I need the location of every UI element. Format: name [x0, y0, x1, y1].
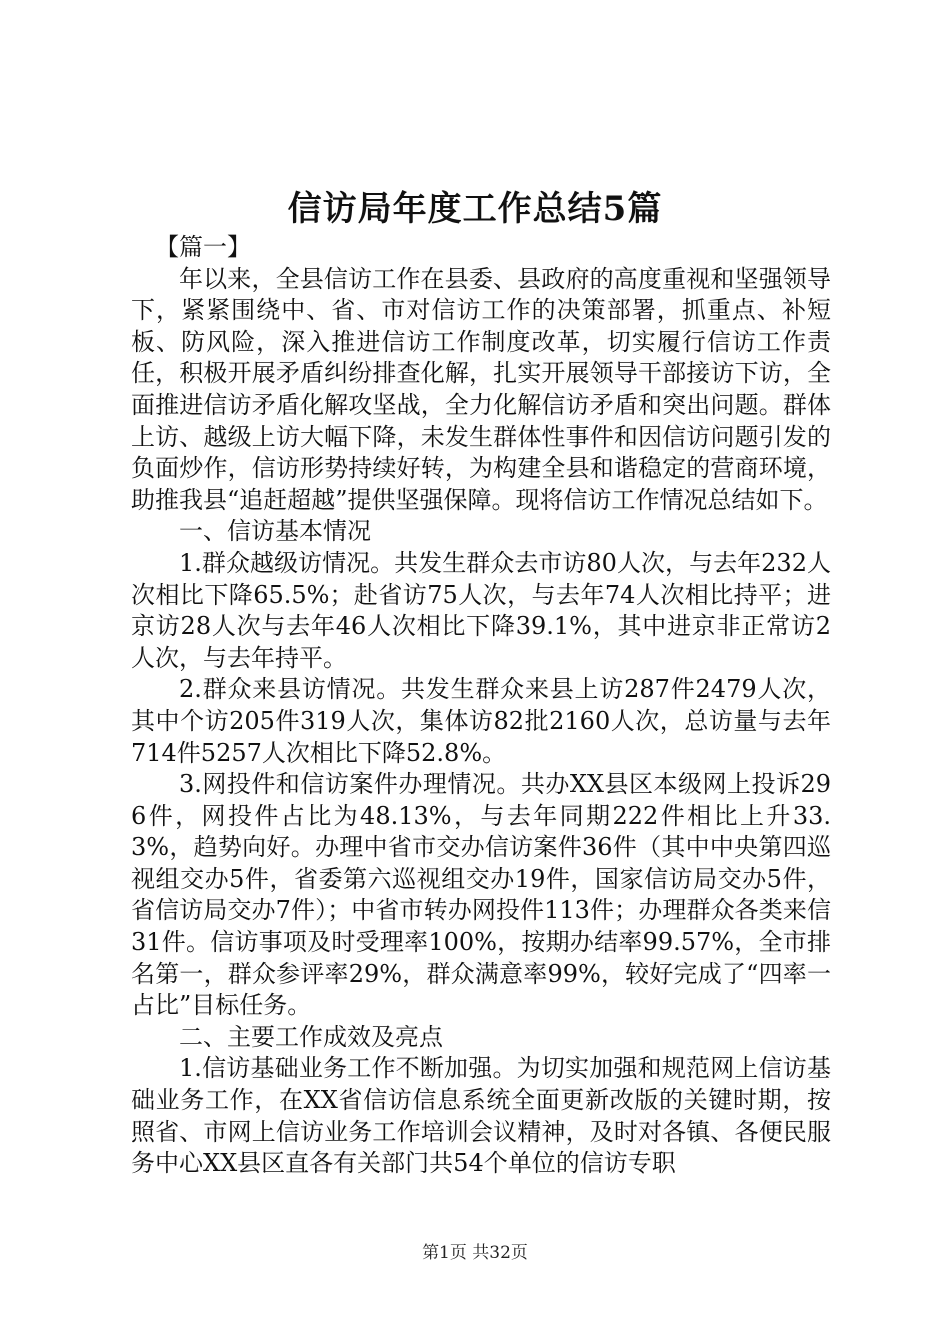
page-footer: 第1页 共32页: [422, 1243, 528, 1263]
paragraph-intro: 年以来，全县信访工作在县委、县政府的高度重视和坚强领导下，紧紧围绕中、省、市对信访工作的决策部署，抓重点、补短板、防风险，深入推进信访工作制度改革，切实履行信访工作责任，积极开展矛盾纠纷排查化解，扎实开展领导干部接访下访，全面推进信访矛盾化解攻坚战，全力化解信访矛盾和突出问题。群体上访、越级上访大幅下降，未发生群体性事件和因信访问题引发的负面炒作，信访形势持续好转，为构建全县和谐稳定的营商环境，助推我县“追赶超越”提供坚强保障。现将信访工作情况总结如下。: [131, 264, 831, 514]
heading-basic-situation: 一、信访基本情况: [179, 517, 371, 546]
paragraph-results-1: 1.信访基础业务工作不断加强。为切实加强和规范网上信访基础业务工作，在XX省信访信息系统全面更新改版的关键时期，按照省、市网上信访业务工作培训会议精神，及时对各镇、各便民服务中心XX县区直各有关部门共54个单位的信访专职: [131, 1054, 831, 1178]
paragraph-item-2: 2.群众来县访情况。共发生群众来县上访287件2479人次，其中个访205件319人次，集体访82批2160人次，总访量与去年714件5257人次相比下降52.8%。: [131, 675, 831, 767]
paragraph-item-1: 1.群众越级访情况。共发生群众去市访80人次，与去年232人次相比下降65.5%；赴省访75人次，与去年74人次相比持平；进京访28人次与去年46人次相比下降39.1%，其中进京非正常访2人次，与去年持平。: [131, 548, 831, 672]
document-body: [131, 232, 831, 1180]
section-mark: 【篇一】: [155, 233, 251, 261]
document-title: 信访局年度工作总结5篇: [287, 189, 663, 229]
heading-main-results: 二、主要工作成效及亮点: [179, 1022, 443, 1051]
paragraph-item-3: 3.网投件和信访案件办理情况。共办XX县区本级网上投诉296件，网投件占比为48.13%，与去年同期222件相比上升33.3%，趋势向好。办理中省市交办信访案件36件（其中中央第四巡视组交办5件，省委第六巡视组交办19件，国家信访局交办5件，省信访局交办7件）；中省市转办网投件113件；办理群众各类来信31件。信访事项及时受理率100%，按期办结率99.57%，全市排名第一，群众参评率29%，群众满意率99%，较好完成了“四率一占比”目标任务。: [131, 770, 831, 1020]
